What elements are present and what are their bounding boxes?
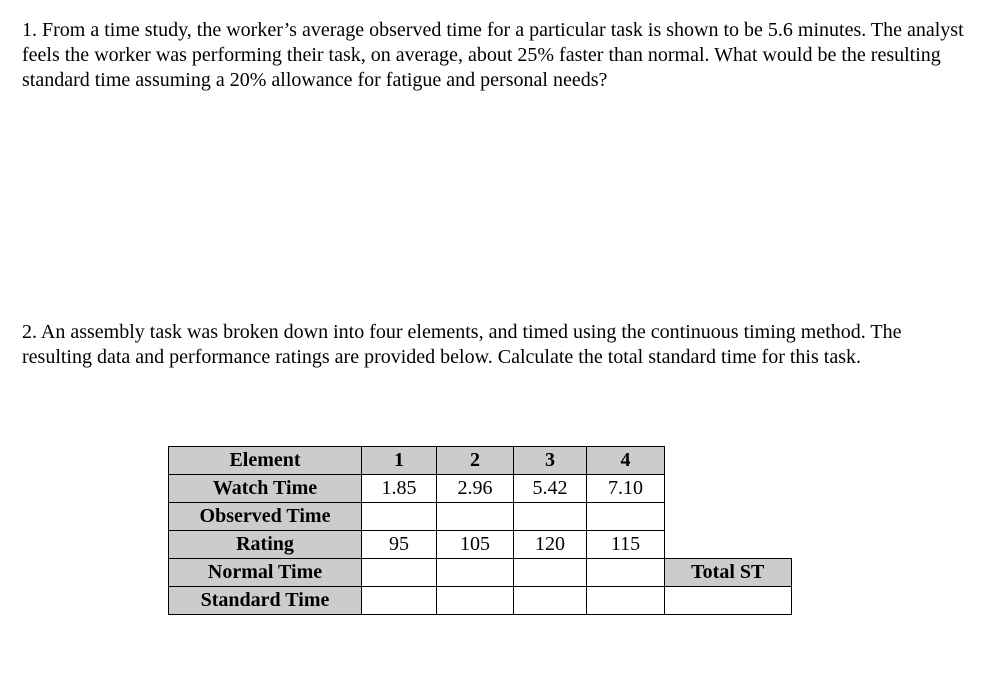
normal-time-row (169, 559, 792, 587)
observed-time-cell (362, 503, 437, 531)
observed-time-cell (437, 503, 514, 531)
watch-time-value: 5.42 (514, 475, 587, 503)
element-row (169, 447, 792, 475)
standard-time-cell (514, 587, 587, 615)
observed-time-cell (514, 503, 587, 531)
standard-time-row (169, 587, 792, 615)
observed-time-label: Observed Time (169, 503, 362, 531)
spacer-cell (665, 531, 792, 559)
normal-time-cell (437, 559, 514, 587)
timing-data-table (168, 446, 792, 615)
watch-time-row (169, 475, 792, 503)
element-label: Element (169, 447, 362, 475)
rating-value: 120 (514, 531, 587, 559)
observed-time-row (169, 503, 792, 531)
spacer-cell (665, 447, 792, 475)
normal-time-cell (362, 559, 437, 587)
rating-value: 105 (437, 531, 514, 559)
element-number: 4 (587, 447, 665, 475)
spacer-cell (665, 503, 792, 531)
element-number: 1 (362, 447, 437, 475)
spacer-cell (665, 475, 792, 503)
normal-time-label: Normal Time (169, 559, 362, 587)
rating-row (169, 531, 792, 559)
standard-time-cell (362, 587, 437, 615)
watch-time-label: Watch Time (169, 475, 362, 503)
watch-time-value: 1.85 (362, 475, 437, 503)
element-number: 3 (514, 447, 587, 475)
standard-time-cell (437, 587, 514, 615)
standard-time-label: Standard Time (169, 587, 362, 615)
rating-value: 115 (587, 531, 665, 559)
watch-time-value: 2.96 (437, 475, 514, 503)
total-st-value-cell (665, 587, 792, 615)
rating-value: 95 (362, 531, 437, 559)
question-2-text: 2. An assembly task was broken down into four elements, and timed using the continuous timing method. The resulting data and performance ratings are provided below. Calculate the total standard time for this task. (22, 321, 902, 368)
total-st-label: Total ST (665, 559, 792, 587)
question-1-text: 1. From a time study, the worker’s average observed time for a particular task is shown to be 5.6 minutes. The analyst feels the worker was performing their task, on average, about 25% faster than normal. What would be the resulting standard time assuming a 20% allowance for fatigue and personal needs? (22, 19, 964, 91)
normal-time-cell (587, 559, 665, 587)
standard-time-cell (587, 587, 665, 615)
watch-time-value: 7.10 (587, 475, 665, 503)
rating-label: Rating (169, 531, 362, 559)
observed-time-cell (587, 503, 665, 531)
element-number: 2 (437, 447, 514, 475)
normal-time-cell (514, 559, 587, 587)
